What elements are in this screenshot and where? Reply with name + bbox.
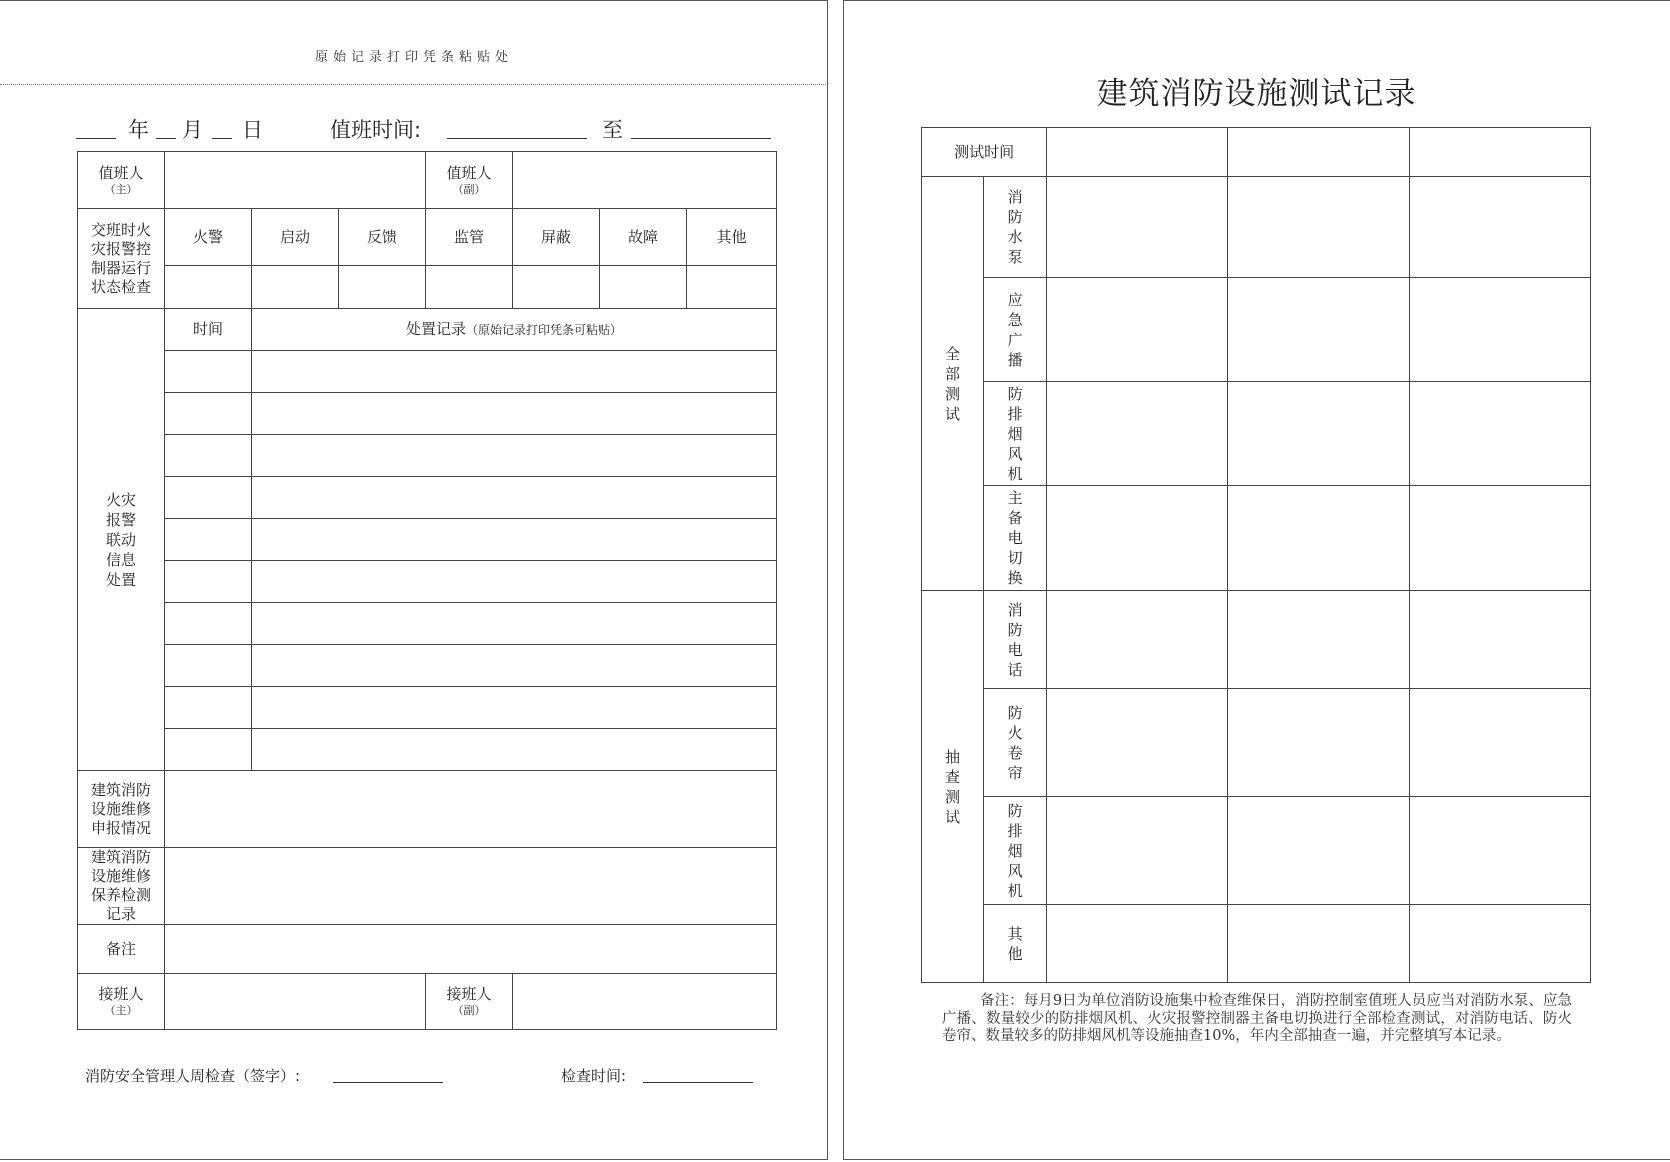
shift-check-label: 交班时火灾报警控制器运行状态检查	[78, 209, 165, 309]
linkage-time-cell[interactable]	[165, 603, 252, 645]
test-item-fire-phone: 消防电话	[984, 591, 1047, 689]
status-cell[interactable]	[426, 266, 513, 309]
linkage-time-cell[interactable]	[165, 351, 252, 393]
to-label: 至	[602, 118, 623, 142]
status-header-shield: 屏蔽	[513, 209, 600, 266]
status-cell[interactable]	[252, 266, 339, 309]
test-cell[interactable]	[1409, 689, 1590, 797]
test-cell[interactable]	[1228, 905, 1409, 983]
month-blank[interactable]	[156, 138, 176, 139]
day-label: 日	[242, 118, 263, 142]
test-cell[interactable]	[1228, 689, 1409, 797]
repair-report-field[interactable]	[165, 771, 777, 848]
status-header-fire-alarm: 火警	[165, 209, 252, 266]
remarks-field[interactable]	[165, 925, 777, 974]
test-cell[interactable]	[1228, 591, 1409, 689]
test-item-smoke-fan-spot: 防排烟风机	[984, 797, 1047, 905]
test-cell[interactable]	[1409, 177, 1590, 278]
receiver-deputy-field[interactable]	[513, 974, 777, 1030]
year-blank[interactable]	[76, 138, 116, 139]
linkage-record-cell[interactable]	[252, 519, 777, 561]
test-cell[interactable]	[1047, 591, 1228, 689]
linkage-record-cell[interactable]	[252, 477, 777, 519]
page-gap	[828, 0, 843, 1162]
linkage-time-cell[interactable]	[165, 561, 252, 603]
linkage-time-cell[interactable]	[165, 729, 252, 771]
test-cell[interactable]	[1228, 797, 1409, 905]
status-cell[interactable]	[600, 266, 687, 309]
test-cell[interactable]	[1047, 486, 1228, 591]
status-header-start: 启动	[252, 209, 339, 266]
left-page	[0, 0, 828, 1160]
test-item-emergency-broadcast: 应急广播	[984, 278, 1047, 382]
status-header-fault: 故障	[600, 209, 687, 266]
receiver-deputy-label: 接班人 （副）	[426, 974, 513, 1030]
test-cell[interactable]	[1409, 278, 1590, 382]
duty-time-end-blank[interactable]	[631, 138, 771, 139]
weekly-check-label: 消防安全管理人周检查（签字）:	[85, 1067, 301, 1085]
test-cell[interactable]	[1047, 797, 1228, 905]
duty-deputy-label: 值班人 （副）	[426, 152, 513, 209]
test-time-cell[interactable]	[1047, 128, 1228, 177]
maintenance-label: 建筑消防设施维修保养检测记录	[78, 848, 165, 925]
day-blank[interactable]	[212, 138, 232, 139]
test-cell[interactable]	[1228, 278, 1409, 382]
linkage-time-header: 时间	[165, 309, 252, 351]
facility-test-table	[921, 127, 1591, 983]
linkage-record-cell[interactable]	[252, 687, 777, 729]
test-cell[interactable]	[1047, 278, 1228, 382]
status-cell[interactable]	[339, 266, 426, 309]
linkage-time-cell[interactable]	[165, 477, 252, 519]
duty-time-label: 值班时间:	[330, 118, 422, 142]
month-label: 月	[182, 118, 203, 142]
duty-main-field[interactable]	[165, 152, 426, 209]
status-cell[interactable]	[687, 266, 777, 309]
status-header-feedback: 反馈	[339, 209, 426, 266]
linkage-record-header: 处置记录（原始记录打印凭条可粘贴）	[252, 309, 777, 351]
year-label: 年	[128, 118, 149, 142]
maintenance-field[interactable]	[165, 848, 777, 925]
test-cell[interactable]	[1409, 905, 1590, 983]
test-item-fire-shutter: 防火卷帘	[984, 689, 1047, 797]
receiver-main-label: 接班人 （主）	[78, 974, 165, 1030]
test-item-fire-pump: 消防水泵	[984, 177, 1047, 278]
test-cell[interactable]	[1409, 591, 1590, 689]
check-time-label: 检查时间:	[561, 1067, 627, 1085]
duty-deputy-field[interactable]	[513, 152, 777, 209]
linkage-time-cell[interactable]	[165, 435, 252, 477]
repair-report-label: 建筑消防设施维修申报情况	[78, 771, 165, 848]
linkage-time-cell[interactable]	[165, 645, 252, 687]
test-item-power-switch: 主备电切换	[984, 486, 1047, 591]
status-cell[interactable]	[165, 266, 252, 309]
test-cell[interactable]	[1409, 797, 1590, 905]
status-header-other: 其他	[687, 209, 777, 266]
linkage-record-cell[interactable]	[252, 351, 777, 393]
test-time-cell[interactable]	[1409, 128, 1590, 177]
paste-cut-line	[0, 84, 826, 85]
full-test-label: 全部测试	[922, 177, 984, 591]
linkage-record-cell[interactable]	[252, 435, 777, 477]
linkage-record-cell[interactable]	[252, 393, 777, 435]
linkage-time-cell[interactable]	[165, 519, 252, 561]
duty-main-label: 值班人 （主）	[78, 152, 165, 209]
test-time-cell[interactable]	[1228, 128, 1409, 177]
linkage-time-cell[interactable]	[165, 393, 252, 435]
test-cell[interactable]	[1409, 382, 1590, 486]
test-time-label: 测试时间	[922, 128, 1047, 177]
linkage-record-cell[interactable]	[252, 645, 777, 687]
remarks-label: 备注	[78, 925, 165, 974]
test-cell[interactable]	[1228, 382, 1409, 486]
linkage-time-cell[interactable]	[165, 687, 252, 729]
test-record-title: 建筑消防设施测试记录	[1096, 76, 1417, 112]
linkage-record-cell[interactable]	[252, 561, 777, 603]
status-header-supervision: 监管	[426, 209, 513, 266]
test-item-other: 其他	[984, 905, 1047, 983]
linkage-record-cell[interactable]	[252, 729, 777, 771]
test-cell[interactable]	[1047, 382, 1228, 486]
test-item-smoke-fan: 防排烟风机	[984, 382, 1047, 486]
test-cell[interactable]	[1228, 177, 1409, 278]
test-cell[interactable]	[1047, 177, 1228, 278]
test-cell[interactable]	[1228, 486, 1409, 591]
linkage-record-cell[interactable]	[252, 603, 777, 645]
test-record-note: 备注：每月9日为单位消防设施集中检查维保日，消防控制室值班人员应当对消防水泵、应急广播、数量较少的防排烟风机、火灾报警控制器主备电切换进行全部检查测试，对消防电话、防火卷帘、数量较多的防排烟风机等设施抽查10%，年内全部抽查一遍，并完整填写本记录。	[942, 993, 1572, 1044]
receiver-main-field[interactable]	[165, 974, 426, 1030]
spot-test-label: 抽查测试	[922, 591, 984, 983]
test-cell[interactable]	[1047, 905, 1228, 983]
test-cell[interactable]	[1409, 486, 1590, 591]
linkage-label: 火灾报警联动信息处置	[78, 309, 165, 771]
test-cell[interactable]	[1047, 689, 1228, 797]
duty-time-start-blank[interactable]	[447, 138, 587, 139]
check-time-blank[interactable]	[643, 1082, 753, 1083]
weekly-check-signature-blank[interactable]	[333, 1082, 443, 1083]
status-cell[interactable]	[513, 266, 600, 309]
duty-record-table	[77, 151, 777, 1030]
paste-area-note: 原始记录打印凭条粘贴处	[314, 50, 513, 65]
